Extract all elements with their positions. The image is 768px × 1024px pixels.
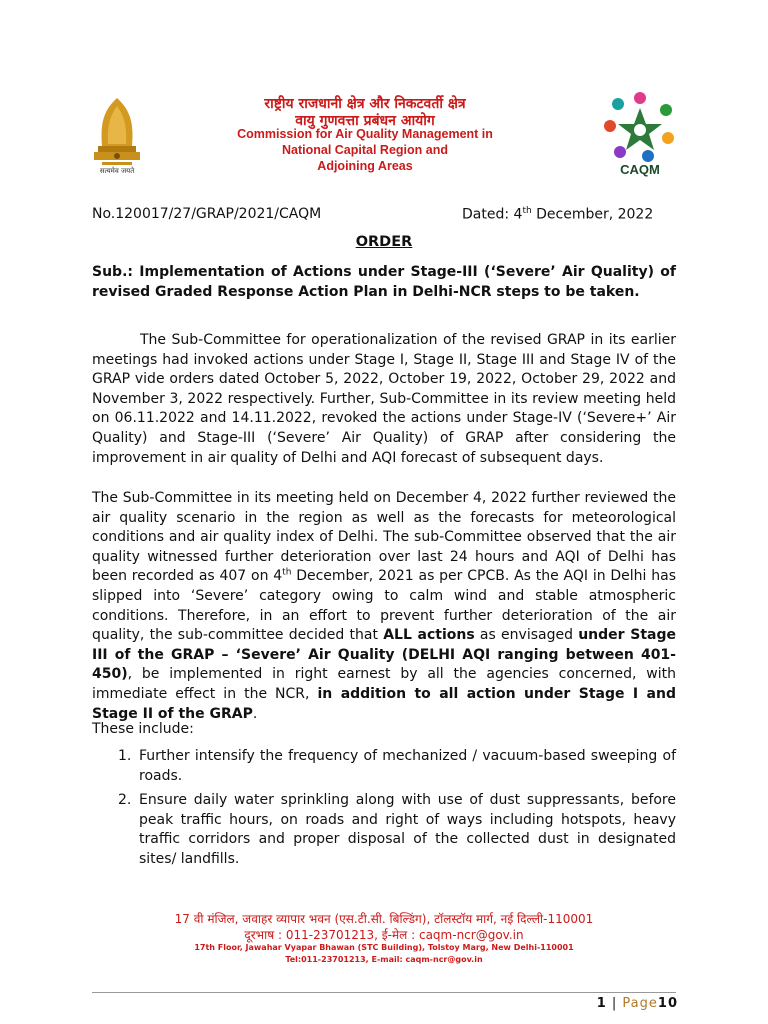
footer-hindi-address: 17 वी मंजिल, जवाहर व्यापार भवन (एस.टी.सी. बिल्डिंग), टॉलस्टॉय मार्ग, नई दिल्ली-110001 <box>174 912 594 926</box>
order-title: ORDER <box>355 234 413 250</box>
page-number: 1 | Page10 <box>596 996 678 1011</box>
list-item-text: Further intensify the frequency of mechanized / vacuum-based sweeping of roads. <box>139 748 676 784</box>
footer-english-address: 17th Floor, Jawahar Vyapar Bhawan (STC Building), Tolstoy Marg, New Delhi-110001 <box>194 943 574 952</box>
header-english-line3: Adjoining Areas <box>317 159 413 173</box>
include-intro: These include: <box>92 721 194 737</box>
paragraph-2: The Sub-Committee in its meeting held on December 4, 2022 further reviewed the air quality scenario in the region as well as the forecasts for meteorological conditions and air quality index of Delhi. The sub-Committee observed that the air quality witnessed further deterioration over last 24 hours and AQI of Delhi has been recorded as 407 on 4th December, 2021 as per CPCB. As the AQI in Delhi has slipped into ‘Severe’ category owing to calm wind and stable atmospheric conditions. Therefore, in an effort to prevent further deterioration of the air quality, the sub-committee decided that ALL actions as envisaged under Stage III of the GRAP – ‘Severe’ Air Quality (DELHI AQI ranging between 401-450), be implemented in right earnest by all the agencies concerned, with immediate effect in the NCR, in addition to all action under Stage I and Stage II of the GRAP. <box>92 490 676 722</box>
footer-hindi-contact: दूरभाष : 011-23701213, ई-मेल : caqm-ncr@gov.in <box>244 928 524 942</box>
caqm-logo-icon <box>598 88 682 180</box>
subject-line: Sub.: Implementation of Actions under Stage-III (‘Severe’ Air Quality) of revised Graded Response Action Plan in Delhi-NCR steps to be taken. <box>92 264 676 300</box>
list-item-number: 1. <box>118 748 132 764</box>
footer-divider <box>92 992 676 993</box>
header-hindi-line2: वायु गुणवत्ता प्रबंधन आयोग <box>295 113 435 129</box>
national-emblem-icon <box>88 92 146 182</box>
list-item-number: 2. <box>118 792 132 808</box>
header-english-line1: Commission for Air Quality Management in <box>237 127 493 141</box>
header-hindi-line1: राष्ट्रीय राजधानी क्षेत्र और निकटवर्ती क्षेत्र <box>264 96 466 112</box>
footer-english-contact: Tel:011-23701213, E-mail: caqm-ncr@gov.in <box>285 955 483 964</box>
header-english-line2: National Capital Region and <box>282 143 448 157</box>
paragraph-1: The Sub-Committee for operationalization of the revised GRAP in its earlier meetings had invoked actions under Stage I, Stage II, Stage III and Stage IV of the GRAP vide orders dated October 5, 2022, October 19, 2022, October 29, 2022 and November 3, 2022 respectively. Further, Sub-Committee in its review meeting held on 06.11.2022 and 14.11.2022, revoked the actions under Stage-IV (‘Severe+’ Air Quality) and Stage-III (‘Severe’ Air Quality) of GRAP after considering the improvement in air quality of Delhi and AQI forecast of subsequent days. <box>92 332 676 466</box>
reference-number: No.120017/27/GRAP/2021/CAQM <box>92 206 322 222</box>
emblem-caption: सत्यमेव जयते <box>99 167 135 175</box>
list-item-text: Ensure daily water sprinkling along with use of dust suppressants, before peak traffic hours, on roads and right of ways including hotspots, heavy traffic corridors and proper disposal of the collected dust in designated sites/ landfills. <box>139 792 676 867</box>
reference-date: Dated: 4th December, 2022 <box>462 206 654 223</box>
caqm-logo-text: CAQM <box>620 162 660 177</box>
